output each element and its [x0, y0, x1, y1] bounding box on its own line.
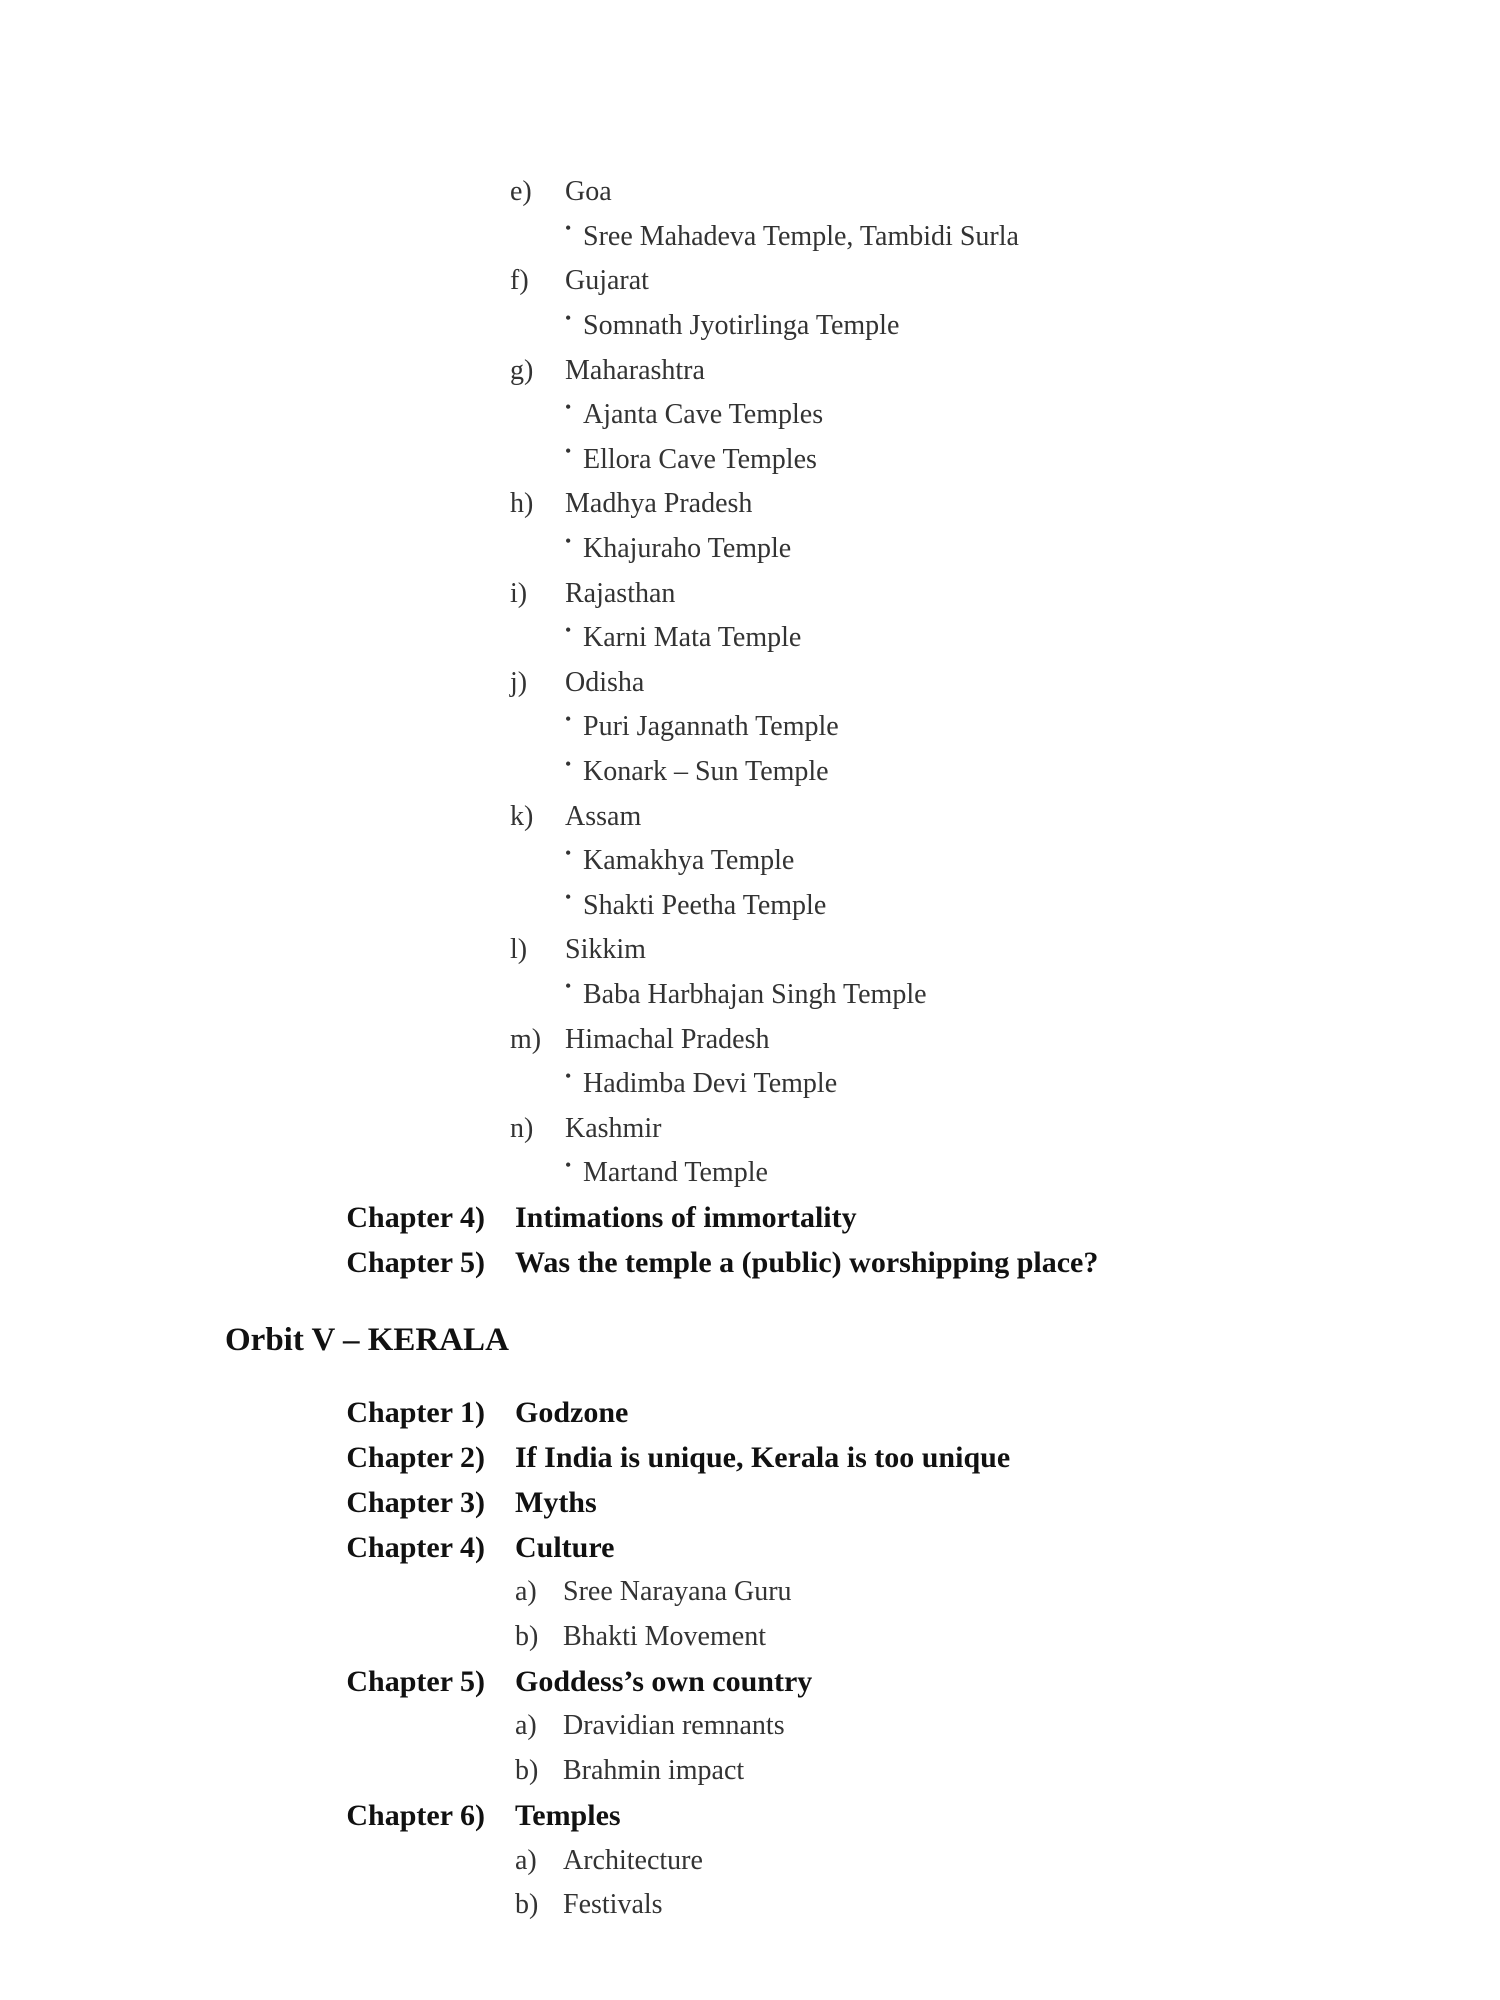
chapter-title: Culture	[515, 1530, 615, 1564]
temple-item	[510, 705, 1450, 750]
region-marker: m)	[510, 1023, 542, 1055]
bullet-icon: •	[565, 976, 572, 997]
region-label: Gujarat	[565, 265, 649, 297]
chapter-row	[330, 1793, 1430, 1838]
region-marker: i)	[510, 577, 528, 609]
chapter-number: Chapter 6)	[346, 1798, 485, 1832]
region-item	[510, 1017, 1450, 1062]
bullet-icon: •	[565, 1065, 572, 1086]
subtopic-label: Bhakti Movement	[563, 1620, 766, 1652]
region-label: Himachal Pradesh	[565, 1023, 770, 1055]
temple-label: Kamakhya Temple	[583, 845, 795, 877]
region-label: Maharashtra	[565, 354, 705, 386]
temple-list-section	[510, 170, 1450, 1196]
orbit-heading: Orbit V – KERALA	[225, 1322, 509, 1358]
temple-item	[510, 1062, 1450, 1107]
bullet-icon: •	[565, 396, 572, 417]
region-marker: n)	[510, 1112, 534, 1144]
subtopic-item	[330, 1615, 1430, 1660]
temple-item	[510, 750, 1450, 795]
region-item	[510, 1106, 1450, 1151]
region-item	[510, 794, 1450, 839]
chapter-row	[330, 1240, 1430, 1285]
temple-label: Karni Mata Temple	[583, 622, 802, 654]
bullet-icon: •	[565, 619, 572, 640]
chapter-title: Temples	[515, 1798, 621, 1832]
subtopic-item	[330, 1749, 1430, 1794]
region-label: Rajasthan	[565, 577, 676, 609]
region-marker: l)	[510, 934, 528, 966]
chapter-title: Was the temple a (public) worshipping place?	[515, 1245, 1099, 1279]
subtopic-label: Festivals	[563, 1889, 663, 1921]
region-item	[510, 170, 1450, 215]
chapter-number: Chapter 4)	[346, 1200, 485, 1234]
chapter-number: Chapter 5)	[346, 1664, 485, 1698]
temple-label: Khajuraho Temple	[583, 533, 792, 565]
region-item	[510, 259, 1450, 304]
subtopic-label: Sree Narayana Guru	[563, 1576, 792, 1608]
subtopic-marker: b)	[515, 1755, 539, 1787]
chapter-title: If India is unique, Kerala is too unique	[515, 1440, 1011, 1474]
region-marker: k)	[510, 800, 534, 832]
chapter-title: Goddess’s own country	[515, 1664, 813, 1698]
chapter-number: Chapter 5)	[346, 1245, 485, 1279]
chapter-title: Intimations of immortality	[515, 1200, 857, 1234]
region-label: Kashmir	[565, 1112, 662, 1144]
temple-item	[510, 215, 1450, 260]
subtopic-marker: b)	[515, 1620, 539, 1652]
subtopic-item	[330, 1838, 1430, 1883]
region-label: Madhya Pradesh	[565, 488, 753, 520]
kerala-chapter-list	[330, 1390, 1430, 1928]
subtopic-marker: a)	[515, 1710, 537, 1742]
temple-label: Baba Harbhajan Singh Temple	[583, 978, 927, 1010]
subtopic-label: Dravidian remnants	[563, 1710, 785, 1742]
region-marker: e)	[510, 176, 532, 208]
chapter-title: Myths	[515, 1485, 597, 1519]
temple-item	[510, 616, 1450, 661]
temple-label: Hadimba Devi Temple	[583, 1068, 838, 1100]
region-item	[510, 661, 1450, 706]
subtopic-label: Brahmin impact	[563, 1755, 745, 1787]
region-marker: j)	[510, 666, 528, 698]
subtopic-marker: b)	[515, 1889, 539, 1921]
temple-item	[510, 393, 1450, 438]
subtopic-marker: a)	[515, 1576, 537, 1608]
chapter-row	[330, 1435, 1430, 1480]
temple-label: Martand Temple	[583, 1157, 768, 1189]
region-item	[510, 482, 1450, 527]
subtopic-item	[330, 1570, 1430, 1615]
region-item	[510, 348, 1450, 393]
chapter-row	[330, 1525, 1430, 1570]
chapter-number: Chapter 1)	[346, 1395, 485, 1429]
bullet-icon: •	[565, 307, 572, 328]
chapter-row	[330, 1195, 1430, 1240]
temple-label: Shakti Peetha Temple	[583, 889, 827, 921]
temple-label: Ajanta Cave Temples	[583, 399, 824, 431]
region-label: Assam	[565, 800, 642, 832]
subtopic-marker: a)	[515, 1844, 537, 1876]
chapter-number: Chapter 2)	[346, 1440, 485, 1474]
temple-label: Sree Mahadeva Temple, Tambidi Surla	[583, 220, 1019, 252]
chapter-row	[330, 1480, 1430, 1525]
bullet-icon: •	[565, 441, 572, 462]
subtopic-item	[330, 1883, 1430, 1928]
bullet-icon: •	[565, 530, 572, 551]
temple-item	[510, 304, 1450, 349]
temple-label: Konark – Sun Temple	[583, 756, 829, 788]
temple-item	[510, 884, 1450, 929]
region-marker: h)	[510, 488, 534, 520]
chapter-list-part-four	[330, 1195, 1430, 1285]
bullet-icon: •	[565, 708, 572, 729]
region-item	[510, 571, 1450, 616]
subtopic-item	[330, 1704, 1430, 1749]
temple-item	[510, 839, 1450, 884]
region-label: Sikkim	[565, 934, 646, 966]
subtopic-label: Architecture	[563, 1844, 703, 1876]
bullet-icon: •	[565, 218, 572, 239]
region-label: Goa	[565, 176, 612, 208]
chapter-title: Godzone	[515, 1395, 629, 1429]
temple-item	[510, 527, 1450, 572]
chapter-row	[330, 1390, 1430, 1435]
temple-item	[510, 1151, 1450, 1196]
chapter-number: Chapter 3)	[346, 1485, 485, 1519]
chapter-row	[330, 1659, 1430, 1704]
bullet-icon: •	[565, 887, 572, 908]
temple-label: Ellora Cave Temples	[583, 443, 817, 475]
bullet-icon: •	[565, 753, 572, 774]
bullet-icon: •	[565, 842, 572, 863]
region-marker: g)	[510, 354, 534, 386]
temple-label: Puri Jagannath Temple	[583, 711, 839, 743]
temple-item	[510, 438, 1450, 483]
bullet-icon: •	[565, 1154, 572, 1175]
temple-item	[510, 973, 1450, 1018]
region-marker: f)	[510, 265, 529, 297]
region-item	[510, 928, 1450, 973]
chapter-number: Chapter 4)	[346, 1530, 485, 1564]
temple-label: Somnath Jyotirlinga Temple	[583, 310, 900, 342]
region-label: Odisha	[565, 666, 645, 698]
